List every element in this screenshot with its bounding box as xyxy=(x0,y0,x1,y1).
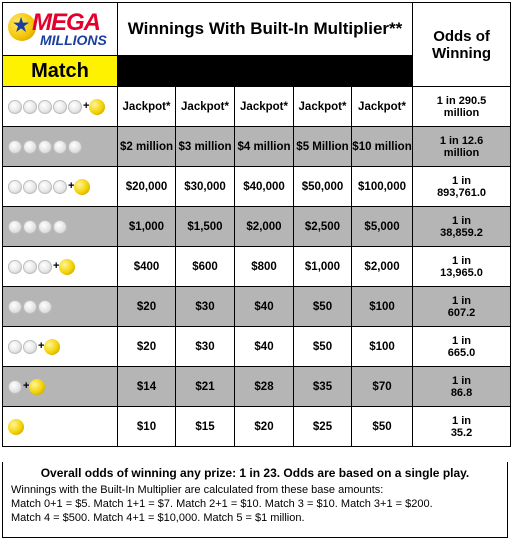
odds-header-line2: Winning xyxy=(432,44,492,62)
prize-cell: $50 xyxy=(294,327,352,367)
prize-cell: $40 xyxy=(235,327,294,367)
prize-cell: $50 xyxy=(294,287,352,327)
mega-ball-icon xyxy=(8,419,24,435)
odds-cell xyxy=(413,207,511,247)
prize-cell: Jackpot* xyxy=(352,87,413,127)
match-header: Match xyxy=(3,56,118,87)
odds-line-2: 38,859.2 xyxy=(440,226,483,239)
match-balls xyxy=(3,247,117,286)
base-amounts-notes xyxy=(3,483,507,525)
odds-line-2: 35.2 xyxy=(450,426,473,439)
odds-line-1: 1 in xyxy=(452,334,471,347)
plus-icon: + xyxy=(83,100,90,112)
prize-cell: Jackpot* xyxy=(118,87,176,127)
plus-icon: + xyxy=(23,380,30,392)
white-ball-icon xyxy=(8,180,22,194)
match-balls xyxy=(3,127,117,166)
prize-row xyxy=(3,167,511,207)
match-cell xyxy=(3,207,118,247)
odds-cell xyxy=(413,407,511,447)
prize-cell: $1,000 xyxy=(118,207,176,247)
match-balls xyxy=(3,367,117,406)
multiplier-10x: 10X xyxy=(352,56,413,87)
white-ball-icon xyxy=(38,220,52,234)
prize-cell: $21 xyxy=(176,367,235,407)
prize-row xyxy=(3,367,511,407)
prize-cell: $70 xyxy=(352,367,413,407)
prize-cell: $2,000 xyxy=(235,207,294,247)
prize-row xyxy=(3,87,511,127)
white-ball-icon xyxy=(8,140,22,154)
match-cell xyxy=(3,87,118,127)
multiplier-5x: 5X xyxy=(294,56,352,87)
match-cell xyxy=(3,127,118,167)
odds-line-2: 665.0 xyxy=(447,346,476,359)
logo-millions-text: MILLIONS xyxy=(40,32,107,48)
match-cell xyxy=(3,167,118,207)
white-ball-icon xyxy=(8,340,22,354)
white-ball-icon xyxy=(23,140,37,154)
prize-row xyxy=(3,287,511,327)
logo-cell xyxy=(3,3,118,56)
odds-cell xyxy=(413,327,511,367)
odds-line-2: million xyxy=(443,106,480,119)
white-ball-icon xyxy=(38,300,52,314)
plus-icon: + xyxy=(53,260,60,272)
prize-cell: $2,500 xyxy=(294,207,352,247)
prize-cell: $10 million xyxy=(352,127,413,167)
white-ball-icon xyxy=(53,140,67,154)
match-balls xyxy=(3,207,117,246)
white-ball-icon xyxy=(53,180,67,194)
prize-cell: $40 xyxy=(235,287,294,327)
star-icon: ★ xyxy=(13,15,30,35)
prize-cell: $5,000 xyxy=(352,207,413,247)
multiplier-3x: 3X xyxy=(176,56,235,87)
match-cell xyxy=(3,247,118,287)
odds-line-1: 1 in xyxy=(452,414,471,427)
prize-cell: $30 xyxy=(176,287,235,327)
match-cell xyxy=(3,367,118,407)
prize-row xyxy=(3,207,511,247)
prize-cell: $40,000 xyxy=(235,167,294,207)
match-balls xyxy=(3,167,117,206)
odds-line-1: 1 in xyxy=(452,374,471,387)
prize-cell: Jackpot* xyxy=(235,87,294,127)
white-ball-icon xyxy=(23,100,37,114)
white-ball-icon xyxy=(23,180,37,194)
table-title: Winnings With Built-In Multiplier** xyxy=(118,3,413,56)
prize-cell: $14 xyxy=(118,367,176,407)
footer-notes xyxy=(2,462,508,538)
prize-cell: Jackpot* xyxy=(176,87,235,127)
prize-cell: $4 million xyxy=(235,127,294,167)
notes-line-1: Winnings with the Built-In Multiplier are calculated from these base amounts: xyxy=(11,484,384,496)
match-cell xyxy=(3,287,118,327)
prize-cell: $10 xyxy=(118,407,176,447)
white-ball-icon xyxy=(68,100,82,114)
prize-cell: $1,000 xyxy=(294,247,352,287)
prize-rows xyxy=(3,87,511,447)
prize-cell: $20 xyxy=(235,407,294,447)
prize-cell: $800 xyxy=(235,247,294,287)
odds-line-2: 13,965.0 xyxy=(440,266,483,279)
mega-ball-icon xyxy=(89,99,105,115)
prize-cell: $15 xyxy=(176,407,235,447)
white-ball-icon xyxy=(53,100,67,114)
prize-cell: $28 xyxy=(235,367,294,407)
white-ball-icon xyxy=(8,220,22,234)
white-ball-icon xyxy=(8,300,22,314)
white-ball-icon xyxy=(8,100,22,114)
white-ball-icon xyxy=(23,260,37,274)
prize-cell: $20 xyxy=(118,287,176,327)
prize-cell: $600 xyxy=(176,247,235,287)
match-balls xyxy=(3,327,117,366)
prize-cell: $50,000 xyxy=(294,167,352,207)
mega-millions-logo xyxy=(4,7,116,51)
match-balls xyxy=(3,87,117,126)
odds-header-line1: Odds of xyxy=(433,27,490,45)
white-ball-icon xyxy=(23,340,37,354)
prize-cell: $35 xyxy=(294,367,352,407)
white-ball-icon xyxy=(38,140,52,154)
prize-cell: $30 xyxy=(176,327,235,367)
white-ball-icon xyxy=(8,380,22,394)
multiplier-4x: 4X xyxy=(235,56,294,87)
prize-table xyxy=(2,2,511,447)
white-ball-icon xyxy=(23,220,37,234)
prize-cell: $1,500 xyxy=(176,207,235,247)
odds-line-2: 893,761.0 xyxy=(437,186,486,199)
odds-cell xyxy=(413,87,511,127)
odds-line-2: million xyxy=(443,146,480,159)
odds-cell xyxy=(413,247,511,287)
prize-cell: $100 xyxy=(352,287,413,327)
odds-line-1: 1 in 290.5 xyxy=(436,94,487,107)
prize-cell: Jackpot* xyxy=(294,87,352,127)
white-ball-icon xyxy=(38,180,52,194)
white-ball-icon xyxy=(68,140,82,154)
prize-cell: $25 xyxy=(294,407,352,447)
odds-cell xyxy=(413,167,511,207)
white-ball-icon xyxy=(38,260,52,274)
prize-row xyxy=(3,327,511,367)
logo-mega-text: MEGA xyxy=(32,9,100,36)
odds-line-1: 1 in xyxy=(452,254,471,267)
white-ball-icon xyxy=(8,260,22,274)
prize-cell: $100 xyxy=(352,327,413,367)
prize-cell: $2 million xyxy=(118,127,176,167)
match-balls xyxy=(3,407,117,446)
plus-icon: + xyxy=(38,340,45,352)
prize-row xyxy=(3,247,511,287)
prize-cell: $20,000 xyxy=(118,167,176,207)
multiplier-2x: 2X xyxy=(118,56,176,87)
prize-row xyxy=(3,407,511,447)
odds-line-1: 1 in xyxy=(452,294,471,307)
plus-icon: + xyxy=(68,180,75,192)
mega-ball-icon xyxy=(74,179,90,195)
white-ball-icon xyxy=(53,220,67,234)
white-ball-icon xyxy=(38,100,52,114)
notes-line-2: Match 0+1 = $5. Match 1+1 = $7. Match 2+1 = $10. Match 3 = $10. Match 3+1 = $200. xyxy=(11,498,433,510)
prize-cell: $100,000 xyxy=(352,167,413,207)
prize-cell: $3 million xyxy=(176,127,235,167)
odds-line-2: 607.2 xyxy=(447,306,476,319)
match-cell xyxy=(3,407,118,447)
odds-cell xyxy=(413,287,511,327)
prize-cell: $2,000 xyxy=(352,247,413,287)
notes-line-3: Match 4 = $500. Match 4+1 = $10,000. Match 5 = $1 million. xyxy=(11,512,305,524)
match-balls xyxy=(3,287,117,326)
odds-line-1: 1 in xyxy=(452,214,471,227)
white-ball-icon xyxy=(23,300,37,314)
mega-ball-icon xyxy=(59,259,75,275)
mega-ball-icon xyxy=(44,339,60,355)
prize-row xyxy=(3,127,511,167)
title-row xyxy=(3,3,511,56)
prize-cell: $400 xyxy=(118,247,176,287)
prize-cell: $50 xyxy=(352,407,413,447)
match-cell xyxy=(3,327,118,367)
prize-cell: $5 Million xyxy=(294,127,352,167)
odds-cell xyxy=(413,127,511,167)
odds-line-1: 1 in xyxy=(452,174,471,187)
odds-line-2: 86.8 xyxy=(450,386,473,399)
odds-header xyxy=(413,3,511,87)
odds-cell xyxy=(413,367,511,407)
odds-line-1: 1 in 12.6 xyxy=(439,134,484,147)
prize-cell: $20 xyxy=(118,327,176,367)
overall-odds-text: Overall odds of winning any prize: 1 in 23. Odds are based on a single play. xyxy=(40,466,470,480)
prize-cell: $30,000 xyxy=(176,167,235,207)
mega-ball-icon xyxy=(29,379,45,395)
